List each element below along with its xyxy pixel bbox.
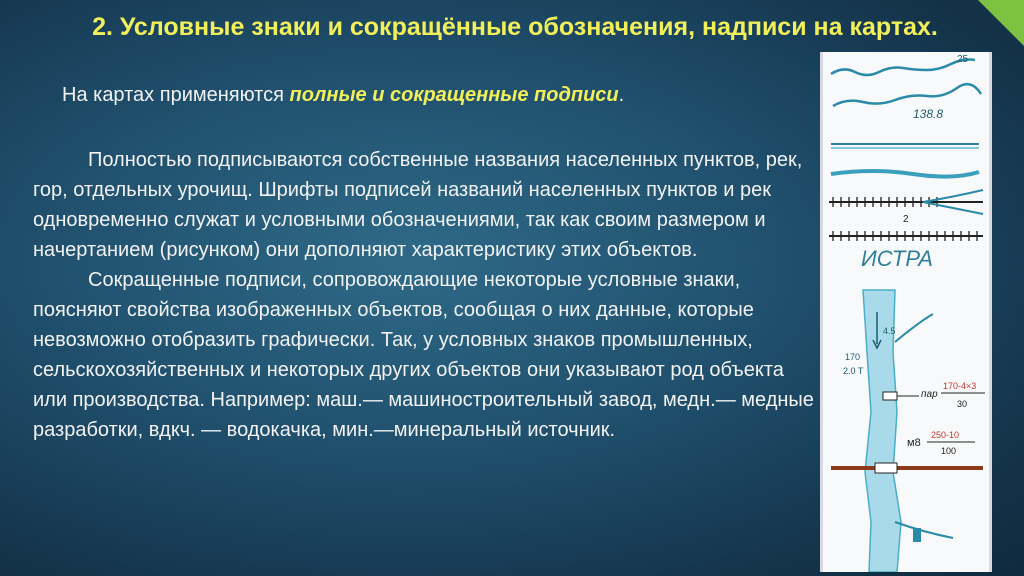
road-bridge — [875, 463, 897, 473]
slide-title: 2. Условные знаки и сокращённые обозначения, надписи на картах. — [92, 13, 938, 41]
stream-line — [831, 171, 979, 177]
label-elevation: 138.8 — [913, 107, 944, 121]
label-par-den: 30 — [957, 399, 968, 409]
intro-suffix: . — [618, 84, 625, 106]
label-par-num: 170-4×3 — [943, 381, 977, 391]
label-m8: м8 — [907, 437, 921, 449]
paragraph-abbreviations: Сокращенные подписи, сопровождающие некоторые условные знаки, поясняют свойства изображенных объектов, сообщая о них данные, которые невозможно отобразить графически. Так, у условных знаков промышленных, сельскохозяйственных и некоторых других объектов они указывают род объекта или производства. Например: маш.— машиностроительный завод, медн.— медные разработки, вдкч. — водокачка, мин.—минеральный источник. — [33, 269, 814, 441]
intro-line — [62, 81, 822, 109]
map-signs-figure — [820, 52, 992, 572]
dam-sign — [913, 528, 921, 542]
intro-prefix: На картах применяются — [62, 84, 290, 106]
map-signs-illustration — [823, 52, 989, 572]
lower-tributary — [895, 522, 953, 538]
label-m8-num: 250-10 — [931, 430, 960, 440]
body-text — [33, 145, 823, 445]
label-4-5: 4.5 — [883, 326, 896, 336]
label-170: 170 — [845, 352, 861, 362]
label-river-name: ИСТРА — [861, 246, 933, 271]
bridge-sign — [883, 392, 897, 400]
label-2: 2 — [903, 214, 909, 225]
tributary — [895, 314, 933, 342]
label-m8-den: 100 — [941, 446, 957, 456]
intro-highlight: полные и сокращенные подписи — [289, 84, 619, 106]
label-25: 25 — [957, 54, 969, 65]
label-2-0t: 2.0 T — [843, 366, 864, 376]
paragraph-full-names: Полностью подписываются собственные названия населенных пунктов, рек, гор, отдельных урочищ. Шрифты подписей названий населенных пунктов и рек одновременно служат и условными обозначениями, так как своим размером и начертанием (рисунком) они дополняют характеристику этих объектов. — [33, 149, 803, 261]
wavy-contour-line — [831, 60, 975, 76]
contour-with-elevation — [833, 84, 981, 106]
label-par: пар — [921, 389, 938, 400]
